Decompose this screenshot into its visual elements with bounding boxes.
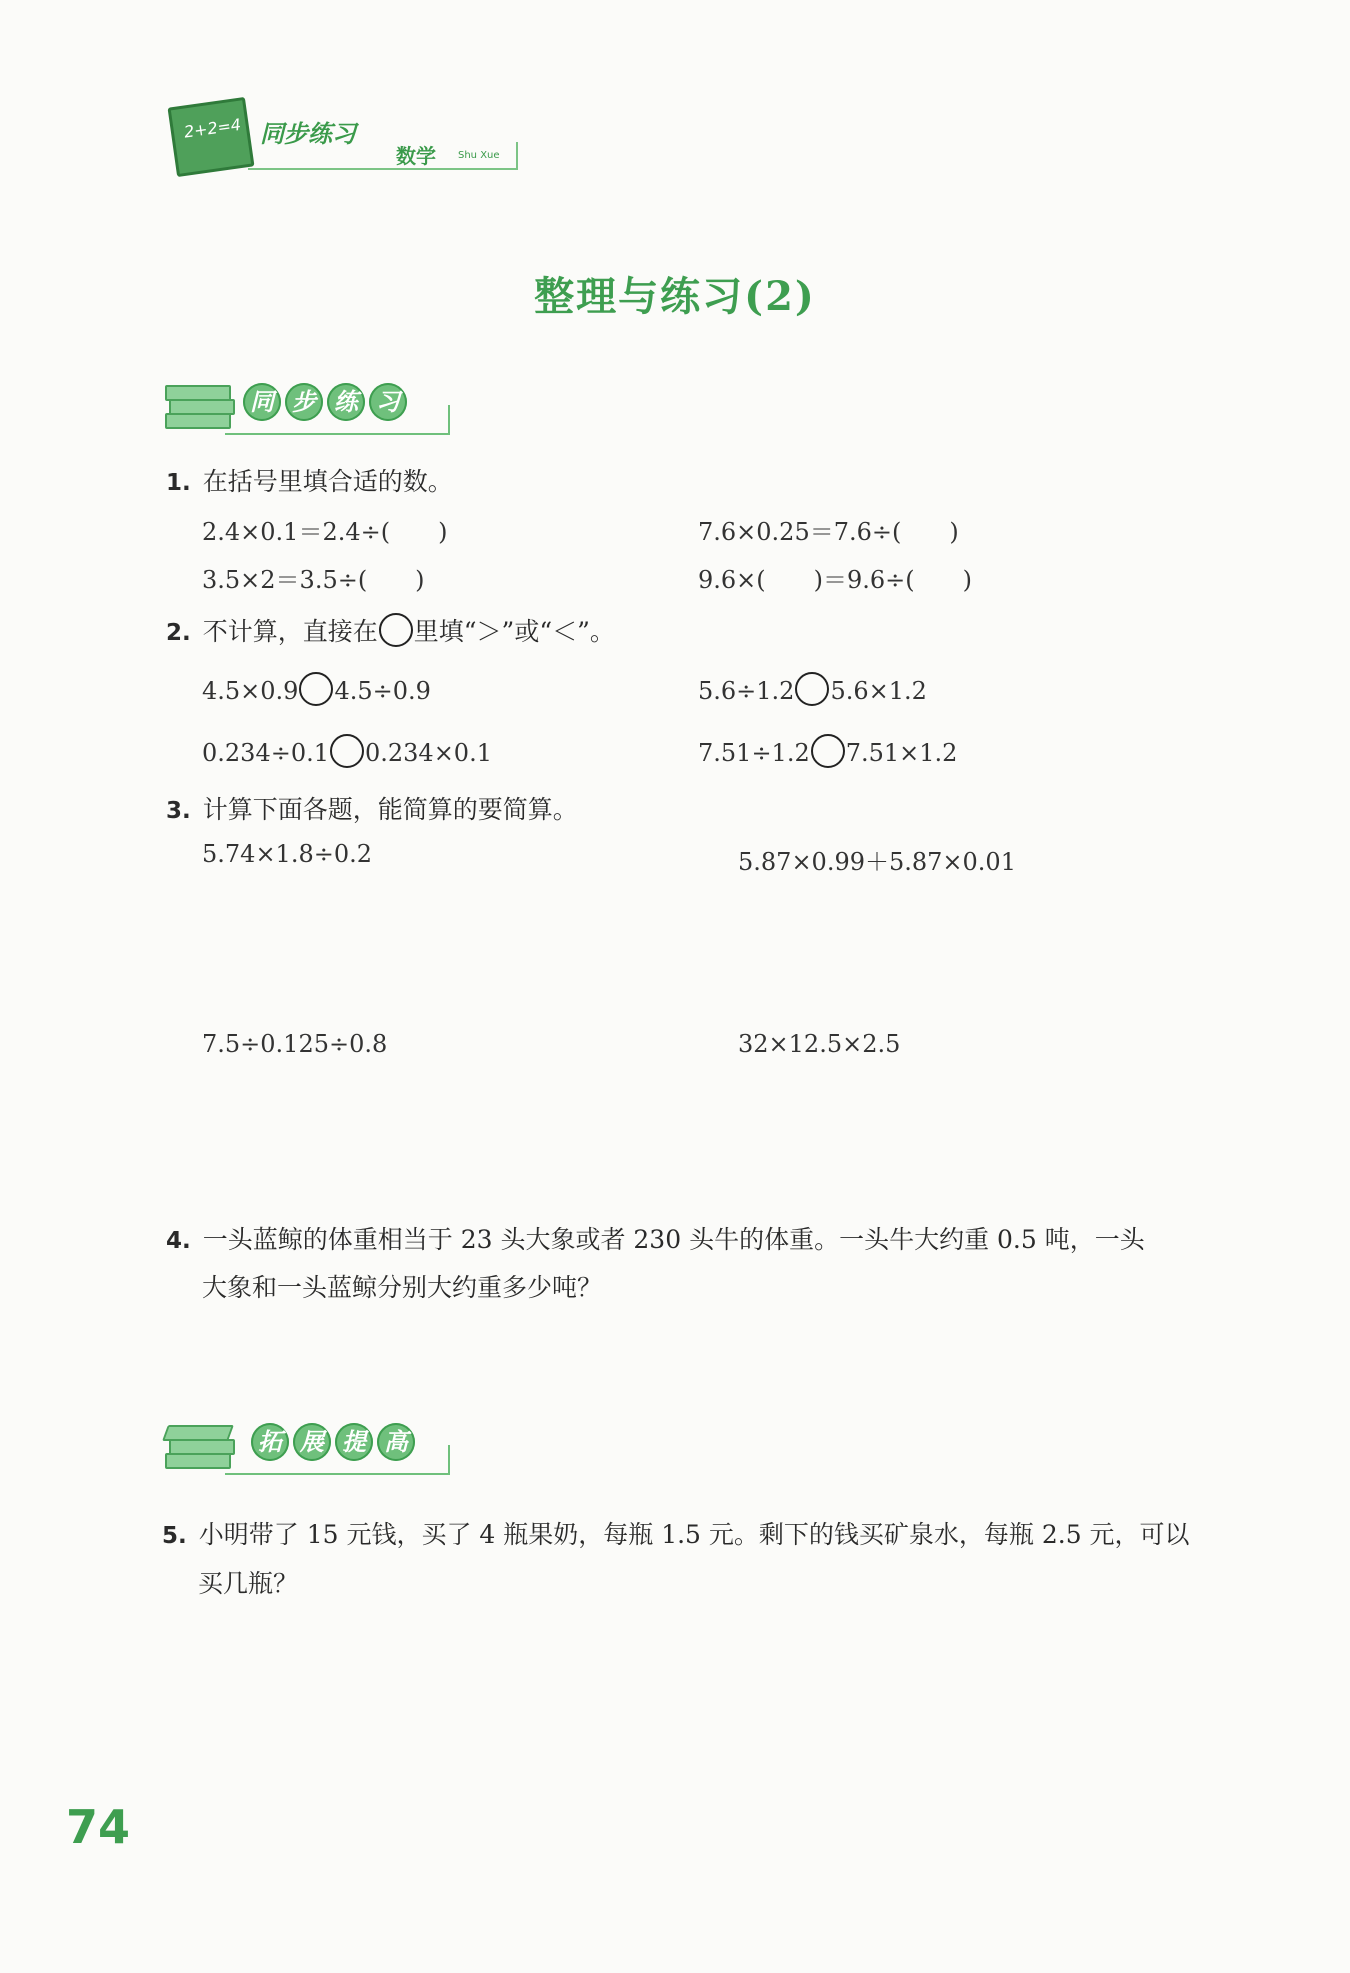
q2-item: 7.51÷1.2 7.51×1.2 bbox=[698, 734, 957, 768]
compare-circle[interactable] bbox=[811, 734, 845, 768]
question-1-text: 在括号里填合适的数。 bbox=[202, 467, 453, 496]
graduation-cap-icon bbox=[165, 1425, 227, 1475]
circle-icon bbox=[379, 613, 413, 647]
q2-item: 0.234÷0.1 0.234×0.1 bbox=[202, 734, 492, 768]
extension-section-label: 拓 展 提 高 bbox=[251, 1423, 419, 1461]
series-title: 同步练习 bbox=[260, 120, 356, 148]
question-4-line1: 一头蓝鲸的体重相当于 23 头大象或者 230 头牛的体重。一头牛大约重 0.5 吨，一头 bbox=[202, 1225, 1145, 1254]
question-1: 1. 在括号里填合适的数。 bbox=[166, 467, 453, 496]
question-5-line1: 小明带了 15 元钱，买了 4 瓶果奶，每瓶 1.5 元。剩下的钱买矿泉水，每瓶 2.5 元，可以 bbox=[198, 1520, 1190, 1549]
q1-item: 7.6×0.25＝7.6÷( ) bbox=[698, 518, 959, 546]
q3-item: 5.74×1.8÷0.2 bbox=[202, 840, 372, 868]
header-underline bbox=[248, 168, 518, 170]
page-number: 74 bbox=[66, 1800, 131, 1854]
practice-section-banner bbox=[165, 365, 445, 455]
question-5-line2: 买几瓶？ bbox=[198, 1569, 299, 1598]
compare-circle[interactable] bbox=[795, 672, 829, 706]
question-3: 3. 计算下面各题，能简算的要简算。 bbox=[166, 795, 578, 824]
q2-item: 5.6÷1.2 5.6×1.2 bbox=[698, 672, 927, 706]
q3-item: 5.87×0.99＋5.87×0.01 bbox=[738, 848, 1016, 876]
page-title: 整理与练习(2) bbox=[534, 273, 816, 320]
header-divider bbox=[516, 142, 518, 170]
question-4-line2: 大象和一头蓝鲸分别大约重多少吨？ bbox=[202, 1273, 603, 1302]
question-2: 2. 不计算，直接在 里填“＞”或“＜”。 bbox=[166, 612, 615, 648]
compare-circle[interactable] bbox=[299, 672, 333, 706]
q3-item: 7.5÷0.125÷0.8 bbox=[202, 1030, 388, 1058]
chalkboard-text: 2+2=4 bbox=[182, 114, 243, 142]
q3-item: 32×12.5×2.5 bbox=[738, 1030, 901, 1058]
q1-item: 9.6×( )＝9.6÷( ) bbox=[698, 566, 973, 594]
books-icon bbox=[165, 385, 227, 435]
extension-section-banner bbox=[165, 1405, 445, 1495]
header-logo bbox=[168, 92, 528, 192]
question-4: 4. 一头蓝鲸的体重相当于 23 头大象或者 230 头牛的体重。一头牛大约重 0.5 吨，一头 bbox=[166, 1225, 1145, 1254]
subject-pinyin: Shu Xue bbox=[458, 150, 500, 161]
question-3-text: 计算下面各题，能简算的要简算。 bbox=[202, 795, 578, 824]
q1-item: 2.4×0.1＝2.4÷( ) bbox=[202, 518, 448, 546]
chalkboard-icon bbox=[168, 97, 255, 177]
practice-section-label: 同 步 练 习 bbox=[243, 383, 411, 421]
q1-item: 3.5×2＝3.5÷( ) bbox=[202, 566, 425, 594]
subject-label: 数学 bbox=[396, 144, 436, 168]
q2-item: 4.5×0.9 4.5÷0.9 bbox=[202, 672, 431, 706]
question-5: 5. 小明带了 15 元钱，买了 4 瓶果奶，每瓶 1.5 元。剩下的钱买矿泉水，每瓶 2.5 元，可以 bbox=[162, 1520, 1190, 1549]
compare-circle[interactable] bbox=[330, 734, 364, 768]
